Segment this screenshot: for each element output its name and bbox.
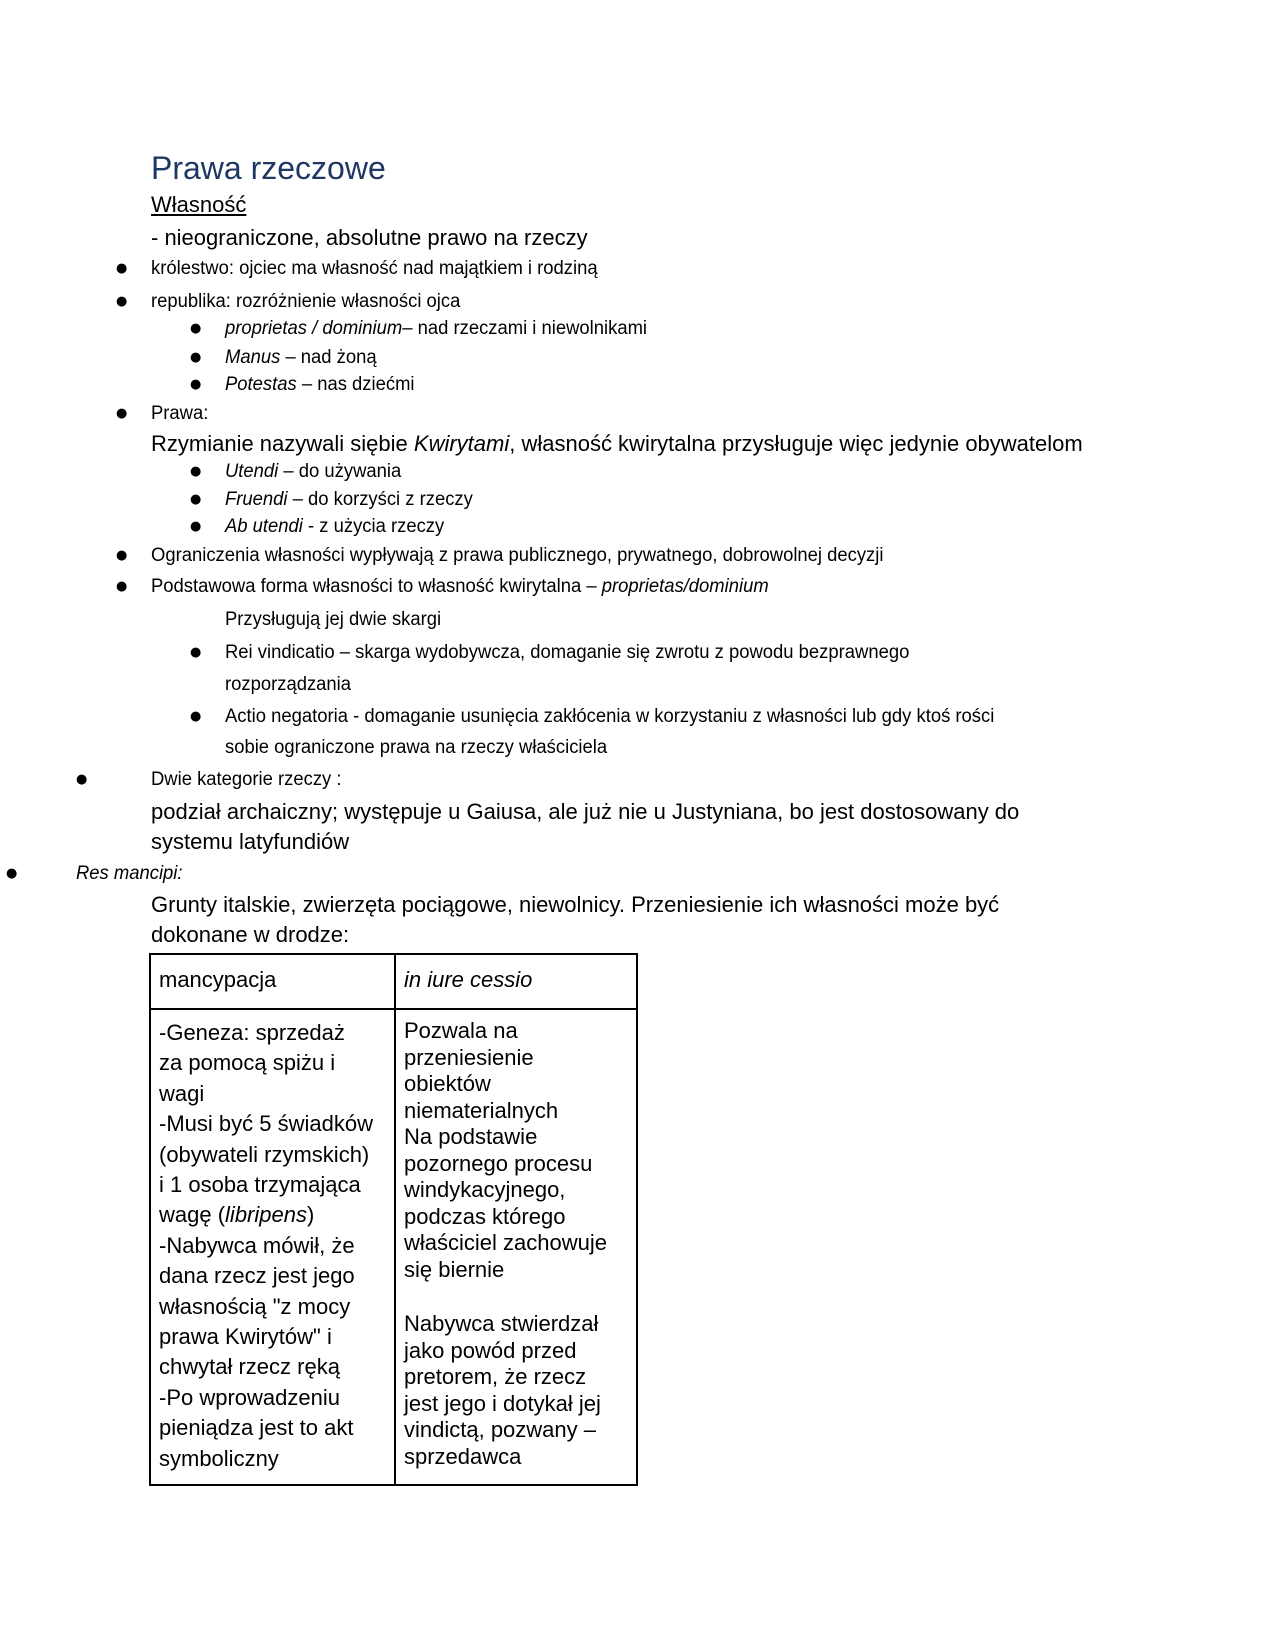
definition: - nieograniczone, absolutne prawo na rzeczy [151,225,588,250]
list-item: Fruendi – do korzyści z rzeczy [225,489,473,510]
list-item: Dwie kategorie rzeczy : [151,769,342,790]
table-header-row [150,954,637,1009]
bullet-icon: ● [190,709,202,724]
bullet-icon: ● [116,294,128,309]
table-row [150,1009,637,1485]
bullet-icon: ● [116,261,128,276]
list-item-continuation: rozporządzania [225,674,352,695]
bullet-icon: ● [116,579,128,594]
list-item: królestwo: ojciec ma własność nad majątkiem i rodziną [151,258,598,279]
list-item: Potestas – nas dziećmi [225,374,415,395]
list-item: Res mancipi: [76,863,183,884]
bullet-icon: ● [190,377,202,392]
table-cell-mancypacja: -Geneza: sprzedaż za pomocą spiżu i wagi -Musi być 5 świadków (obywateli rzymskich) i 1 osoba trzymająca wagę (libripens) -Nabywca mówił, że dana rzecz jest jego własnością "z mocy prawa Kwirytów" i chwytał rzecz ręką -Po wprowadzeniu pieniądza jest to akt symboliczny [150,1009,395,1485]
bullet-icon: ● [190,464,202,479]
paragraph: podział archaiczny; występuje u Gaiusa, ale już nie u Justyniana, bo jest dostosowany do [151,799,1020,824]
bullet-icon: ● [6,866,18,881]
paragraph: systemu latyfundiów [151,829,350,854]
section-heading: Własność [151,192,247,217]
list-item: Rei vindicatio – skarga wydobywcza, domaganie się zwrotu z powodu bezprawnego [225,642,910,663]
page-title: Prawa rzeczowe [151,150,386,186]
bullet-icon: ● [76,772,88,787]
bullet-icon: ● [190,350,202,365]
list-item: Prawa: [151,403,209,424]
table-header-cell: mancypacja [150,954,395,1009]
bullet-icon: ● [116,548,128,563]
paragraph: Grunty italskie, zwierzęta pociągowe, niewolnicy. Przeniesienie ich własności może być [151,892,1000,917]
paragraph: Rzymianie nazywali siębie Kwirytami, własność kwirytalna przysługuje więc jedynie obywatelom [151,431,1083,456]
bullet-icon: ● [190,645,202,660]
list-item: Manus – nad żoną [225,347,377,368]
transfer-methods-table [149,953,638,1486]
list-item: Podstawowa forma własności to własność kwirytalna – proprietas/dominium [151,576,769,597]
paragraph: Przysługują jej dwie skargi [225,609,442,630]
bullet-icon: ● [190,492,202,507]
table-header-cell: in iure cessio [395,954,637,1009]
list-item: proprietas / dominium– nad rzeczami i niewolnikami [225,318,648,339]
bullet-icon: ● [190,519,202,534]
list-item: Utendi – do używania [225,461,402,482]
list-item: republika: rozróżnienie własności ojca [151,291,461,312]
list-item-continuation: sobie ograniczone prawa na rzeczy właściciela [225,737,608,758]
list-item: Ab utendi - z użycia rzeczy [225,516,445,537]
bullet-icon: ● [116,406,128,421]
list-item: Ograniczenia własności wypływają z prawa publicznego, prywatnego, dobrowolnej decyzji [151,545,884,566]
table-cell-in-iure-cessio: Pozwala na przeniesienie obiektów niematerialnych Na podstawie pozornego procesu windykacyjnego, podczas którego właściciel zachowuje się biernie Nabywca stwierdzał jako powód przed pretorem, że rzecz jest jego i dotykał jej vindictą, pozwany – sprzedawca [395,1009,637,1485]
paragraph: dokonane w drodze: [151,922,350,947]
bullet-icon: ● [190,321,202,336]
list-item: Actio negatoria - domaganie usunięcia zakłócenia w korzystaniu z własności lub gdy ktoś rości [225,706,995,727]
